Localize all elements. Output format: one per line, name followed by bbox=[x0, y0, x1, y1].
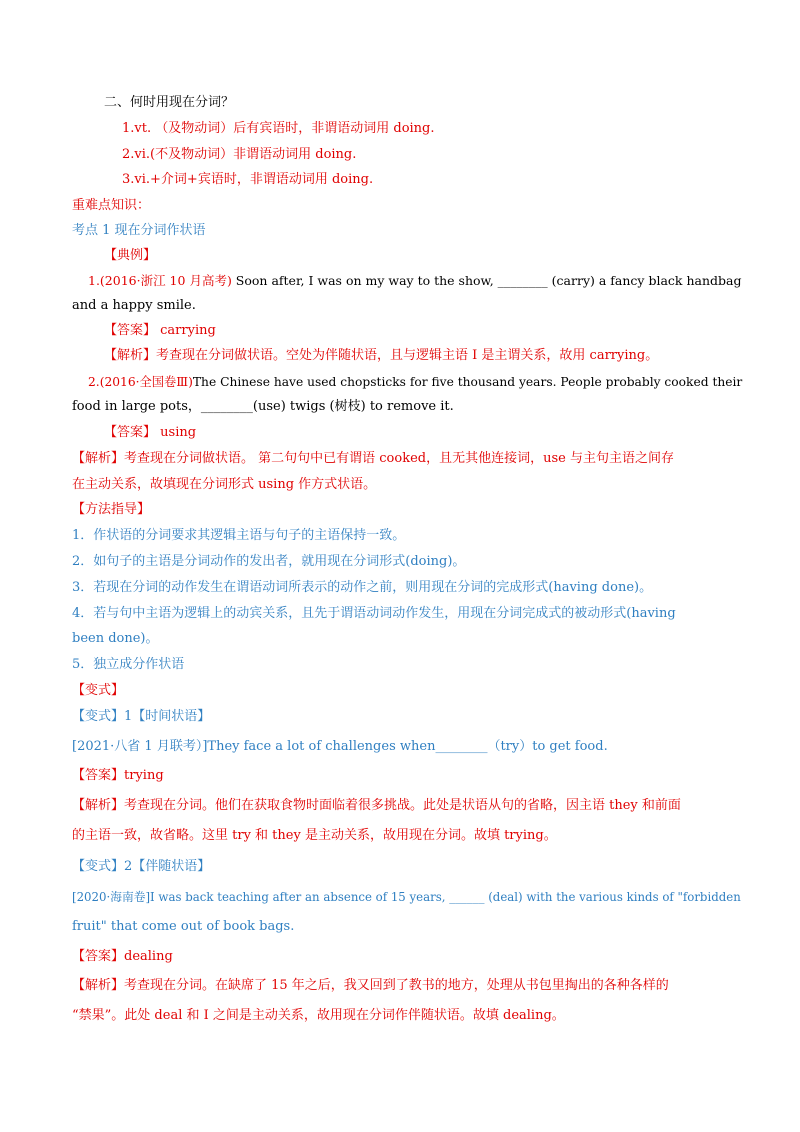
answer-value: using bbox=[156, 425, 197, 440]
variant-2-answer: 【答案】dealing bbox=[72, 949, 173, 964]
variant-label: 【变式】 bbox=[72, 683, 125, 698]
example-1-analysis: 【解析】考查现在分词做状语。空处为伴随状语，且与逻辑主语 I 是主谓关系，故用 carrying。 bbox=[104, 348, 659, 363]
answer-label: 【答案】 bbox=[104, 323, 157, 338]
answer-value: carrying bbox=[156, 323, 216, 338]
variant-2-question-line-2: fruit" that come out of book bags. bbox=[72, 919, 295, 934]
section-two-heading: 二、何时用现在分词？ bbox=[104, 95, 235, 110]
example-1-line-2: and a happy smile. bbox=[72, 298, 196, 313]
answer-label: 【答案】 bbox=[104, 425, 157, 440]
example-1-answer bbox=[104, 322, 216, 340]
method-item-5: 5．独立成分作状语 bbox=[72, 657, 185, 672]
example-2-analysis-line-2: 在主动关系，故填现在分词形式 using 作方式状语。 bbox=[72, 477, 377, 492]
method-item-2: 2．如句子的主语是分词动作的发出者，就用现在分词形式(doing)。 bbox=[72, 554, 466, 569]
method-label: 【方法指导】 bbox=[72, 502, 151, 517]
example-2-analysis-line-1: 【解析】考查现在分词做状语。 第二句句中已有谓语 cooked，且无其他连接词，use 与主句主语之间存 bbox=[72, 451, 674, 466]
key-points-label: 重难点知识： bbox=[72, 198, 151, 213]
variant-1-analysis-line-1: 【解析】考查现在分词。他们在获取食物时面临着很多挑战。此处是状语从句的省略，因主语 they 和前面 bbox=[72, 798, 681, 813]
example-1-text: Soon after, I was on my way to the show, ________ (carry) a fancy black handbag bbox=[231, 273, 742, 288]
variant-1-analysis-line-2: 的主语一致，故省略。这里 try 和 they 是主动关系，故用现在分词。故填 trying。 bbox=[72, 828, 557, 843]
variant-1-title: 【变式】1【时间状语】 bbox=[72, 709, 211, 724]
example-1-line-1 bbox=[88, 272, 741, 290]
variant-2-analysis-line-2: “禁果”。此处 deal 和 I 之间是主动关系，故用现在分词作伴随状语。故填 dealing。 bbox=[72, 1008, 565, 1023]
variant-1-question: [2021·八省 1 月联考）]They face a lot of challenges when________（try）to get food. bbox=[72, 739, 608, 754]
example-label: 【典例】 bbox=[104, 248, 157, 263]
rule-3: 3.vi.+介词+宾语时，非谓语动词用 doing. bbox=[122, 172, 374, 187]
example-2-source: 2.(2016·全国卷Ⅲ) bbox=[88, 375, 193, 389]
rule-2: 2.vi.(不及物动词）非谓语动词用 doing. bbox=[122, 147, 357, 162]
example-1-source: 1.(2016·浙江 10 月高考) bbox=[88, 273, 232, 288]
point1-title: 考点 1 现在分词作状语 bbox=[72, 223, 206, 238]
method-item-4-line-1: 4．若与句中主语为逻辑上的动宾关系，且先于谓语动词动作发生，用现在分词完成式的被动形式(having bbox=[72, 606, 676, 621]
example-2-answer bbox=[104, 424, 196, 442]
method-item-3: 3．若现在分词的动作发生在谓语动词所表示的动作之前，则用现在分词的完成形式(having done)。 bbox=[72, 580, 653, 595]
method-item-1: 1．作状语的分词要求其逻辑主语与句子的主语保持一致。 bbox=[72, 528, 406, 543]
example-2-line-1 bbox=[88, 373, 742, 391]
example-2-text: The Chinese have used chopsticks for five thousand years. People probably cooked their bbox=[192, 375, 743, 389]
variant-2-title: 【变式】2【伴随状语】 bbox=[72, 859, 211, 874]
method-item-4-line-2: been done)。 bbox=[72, 631, 159, 646]
variant-2-analysis-line-1: 【解析】考查现在分词。在缺席了 15 年之后，我又回到了教书的地方，处理从书包里掏出的各种各样的 bbox=[72, 978, 669, 993]
variant-2-question-line-1: [2020·海南卷]I was back teaching after an absence of 15 years, ______ (deal) with the various kinds of "forbidden bbox=[72, 890, 741, 904]
example-2-line-2: food in large pots，________(use) twigs (树枝) to remove it. bbox=[72, 399, 454, 414]
rule-1: 1.vt. （及物动词）后有宾语时，非谓语动词用 doing. bbox=[122, 121, 435, 136]
variant-1-answer: 【答案】trying bbox=[72, 768, 164, 783]
